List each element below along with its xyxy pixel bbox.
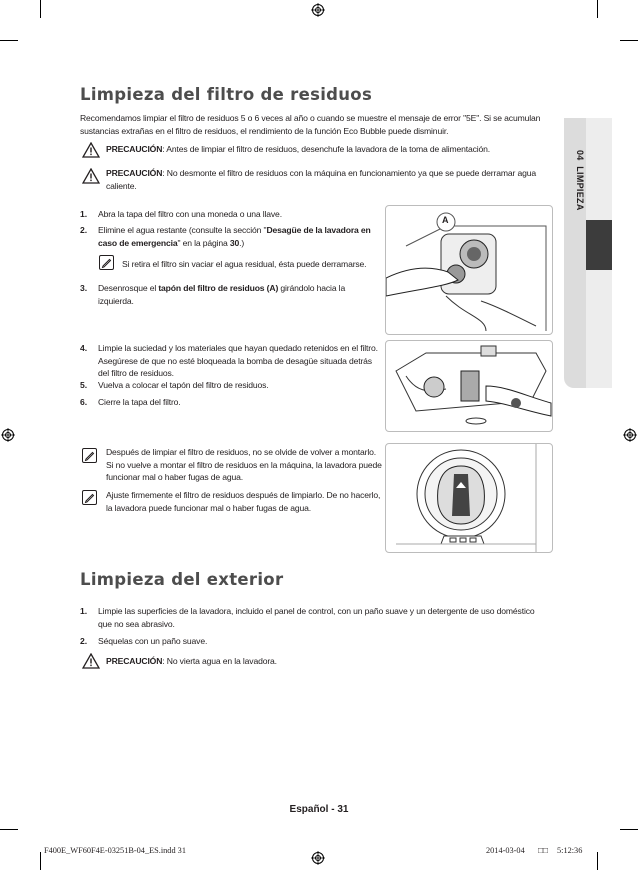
step-text-4: Limpie la suciedad y los materiales que hayan quedado retenidos en el filtro. Asegúrese de que no esté bloqueada la bomba de desagüe situada detrás del filtro de residuos. bbox=[98, 343, 378, 379]
crop-mark bbox=[620, 829, 638, 830]
note-icon bbox=[82, 448, 97, 463]
slug-time-icon: □□ bbox=[538, 846, 549, 855]
crop-mark bbox=[40, 0, 41, 18]
step-text-6: Cierre la tapa del filtro. bbox=[98, 397, 181, 407]
caution-icon bbox=[82, 653, 100, 669]
caution-icon bbox=[82, 168, 100, 184]
slug-date: 2014-03-04 bbox=[486, 846, 525, 855]
step-number: 3. bbox=[80, 283, 88, 293]
figure-callout-a: A bbox=[442, 215, 449, 225]
note-icon bbox=[99, 255, 114, 270]
figure-clean-filter bbox=[385, 340, 553, 432]
section-title-filter: Limpieza del filtro de residuos bbox=[80, 85, 373, 104]
page-number: Español - 31 bbox=[289, 804, 349, 815]
registration-mark-icon bbox=[311, 851, 325, 865]
note-2: Ajuste firmemente el filtro de residuos después de limpiarlo. De no hacerlo, la lavadora puede funcionar mal o haber fugas de agua. bbox=[106, 490, 381, 513]
note-icon bbox=[82, 490, 97, 505]
exterior-step-1: Limpie las superficies de la lavadora, incluido el panel de control, con un paño suave y un detergente de uso doméstico que no sea abrasivo. bbox=[98, 606, 535, 629]
step-text-3: Desenrosque el tapón del filtro de residuos (A) girándolo hacia la izquierda. bbox=[98, 283, 346, 306]
crop-mark bbox=[0, 40, 18, 41]
step-2-note: Si retira el filtro sin vaciar el agua residual, ésta puede derramarse. bbox=[122, 259, 367, 269]
step-number: 2. bbox=[80, 636, 88, 646]
intro-paragraph: Recomendamos limpiar el filtro de residuos 5 o 6 veces al año o cuando se muestre el mensaje de error "5E". Si se acumulan sustancias extrañas en el filtro de residuos, el rendimiento de la función Eco Bubble puede disminuir. bbox=[80, 113, 541, 136]
step-number: 2. bbox=[80, 225, 88, 235]
step-number: 1. bbox=[80, 209, 88, 219]
caution-text-2: PRECAUCIÓN: No desmonte el filtro de residuos con la máquina en funcionamiento ya que se puede derramar agua caliente. bbox=[106, 168, 536, 191]
section-title-exterior: Limpieza del exterior bbox=[80, 570, 284, 589]
step-text-5: Vuelva a colocar el tapón del filtro de residuos. bbox=[98, 380, 269, 390]
caution-text-1: PRECAUCIÓN: Antes de limpiar el filtro de residuos, desenchufe la lavadora de la toma de alimentación. bbox=[106, 144, 491, 154]
registration-mark-icon bbox=[623, 428, 637, 442]
registration-mark-icon bbox=[1, 428, 15, 442]
side-tab-marker bbox=[586, 220, 612, 270]
figure-filter-cap bbox=[385, 443, 553, 553]
note-1: Después de limpiar el filtro de residuos, no se olvide de volver a montarlo. Si no vuelve a montar el filtro de residuos en la máquina, la lavadora puede funcionar mal o haber fugas de agua. bbox=[106, 447, 382, 483]
exterior-step-2: Séquelas con un paño suave. bbox=[98, 636, 208, 646]
crop-mark bbox=[597, 0, 598, 18]
crop-mark bbox=[620, 40, 638, 41]
crop-mark bbox=[0, 829, 18, 830]
exterior-caution: PRECAUCIÓN: No vierta agua en la lavadora. bbox=[106, 656, 277, 666]
caution-icon bbox=[82, 142, 100, 158]
step-number: 6. bbox=[80, 397, 88, 407]
section-tab-label: 04 LIMPIEZA bbox=[575, 150, 585, 211]
step-number: 5. bbox=[80, 380, 88, 390]
step-text-2: Elimine el agua restante (consulte la sección "Desagüe de la lavadora en caso de emergencia" en la página 30.) bbox=[98, 225, 371, 248]
step-number: 1. bbox=[80, 606, 88, 616]
figure-open-filter bbox=[385, 205, 553, 335]
slug-time: 5:12:36 bbox=[557, 846, 583, 855]
crop-mark bbox=[40, 852, 41, 870]
slug-file: F400E_WF60F4E-03251B-04_ES.indd 31 bbox=[44, 846, 186, 855]
crop-mark bbox=[597, 852, 598, 870]
step-text-1: Abra la tapa del filtro con una moneda o una llave. bbox=[98, 209, 282, 219]
step-number: 4. bbox=[80, 343, 88, 353]
registration-mark-icon bbox=[311, 3, 325, 17]
